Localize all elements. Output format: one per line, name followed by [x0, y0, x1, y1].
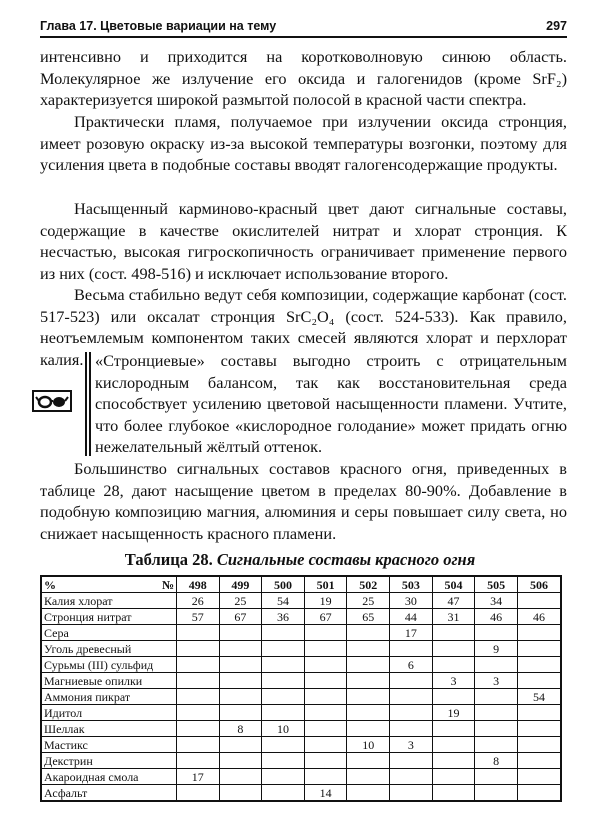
table-cell: [432, 721, 475, 737]
table-cell: [304, 737, 347, 753]
table-header-row: [41, 576, 561, 593]
table-cell: [177, 721, 220, 737]
table-cell: 57: [177, 609, 220, 625]
table-row: [41, 673, 561, 689]
table-cell: [347, 785, 390, 802]
table-cell: 67: [219, 609, 262, 625]
glasses-icon: [32, 390, 72, 412]
table-cell: 9: [475, 641, 518, 657]
table-cell: 8: [475, 753, 518, 769]
table-cell: [304, 657, 347, 673]
table-caption: [0, 550, 600, 570]
table-cell: [432, 737, 475, 753]
table-cell: [304, 753, 347, 769]
table-cell: [304, 641, 347, 657]
ingredient-name: Идитол: [41, 705, 177, 721]
table-cell: 31: [432, 609, 475, 625]
table-cell: [475, 721, 518, 737]
page-number: 297: [546, 19, 567, 33]
ingredient-name: Стронция нитрат: [41, 609, 177, 625]
table-row: [41, 769, 561, 785]
table-cell: [219, 641, 262, 657]
table-cell: [304, 673, 347, 689]
note-bar: [89, 352, 91, 456]
table-cell: 3: [475, 673, 518, 689]
table-cell: [517, 785, 561, 802]
table-cell: 3: [390, 737, 433, 753]
table-cell: [347, 689, 390, 705]
table-cell: [517, 673, 561, 689]
table-cell: [347, 657, 390, 673]
note-text: «Стронциевые» составы выгодно строить с отрицательным кислородным балансом, так как восстановительная среда способствует усилению цветовой насыщенности пламени. Учтите, что более глубокое «кислородное голодание» может придать огню нежелательный жёлтый оттенок.: [95, 351, 567, 457]
table-cell: [219, 705, 262, 721]
table-row: [41, 641, 561, 657]
table-corner-cell: [41, 576, 177, 593]
table-cell: [390, 673, 433, 689]
table-cell: [517, 625, 561, 641]
table-cell: [432, 689, 475, 705]
column-header: 501: [304, 576, 347, 593]
table-cell: 8: [219, 721, 262, 737]
table-cell: [177, 641, 220, 657]
table-cell: [517, 705, 561, 721]
table-cell: [390, 721, 433, 737]
table-cell: [304, 625, 347, 641]
table-cell: [390, 689, 433, 705]
table-cell: [517, 737, 561, 753]
table-cell: [262, 769, 305, 785]
column-header: 500: [262, 576, 305, 593]
ingredient-name: Сурьмы (III) сульфид: [41, 657, 177, 673]
table-cell: [432, 769, 475, 785]
table-cell: 54: [517, 689, 561, 705]
table-cell: [262, 673, 305, 689]
table-cell: 44: [390, 609, 433, 625]
chapter-title: Глава 17. Цветовые вариации на тему: [40, 19, 277, 33]
table-cell: [177, 689, 220, 705]
table-cell: [475, 625, 518, 641]
ingredient-name: Сера: [41, 625, 177, 641]
table-cell: [219, 657, 262, 673]
ingredient-name: Акароидная смола: [41, 769, 177, 785]
table-cell: [432, 753, 475, 769]
column-header: 504: [432, 576, 475, 593]
table-cell: [177, 705, 220, 721]
ingredient-name: Магниевые опилки: [41, 673, 177, 689]
table-cell: [390, 641, 433, 657]
table-cell: [347, 769, 390, 785]
table-cell: 17: [390, 625, 433, 641]
table-cell: 25: [347, 593, 390, 609]
table-cell: [262, 785, 305, 802]
table-cell: [347, 673, 390, 689]
table-cell: 54: [262, 593, 305, 609]
table-row: [41, 593, 561, 609]
table-cell: [347, 753, 390, 769]
table-cell: [517, 641, 561, 657]
table-cell: 19: [432, 705, 475, 721]
column-header: 498: [177, 576, 220, 593]
running-header: [40, 16, 567, 38]
table-cell: [517, 753, 561, 769]
percent-label: %: [44, 577, 56, 592]
ingredient-name: Уголь древесный: [41, 641, 177, 657]
table-cell: [517, 721, 561, 737]
table-cell: [219, 673, 262, 689]
table-cell: [304, 705, 347, 721]
table-cell: [475, 737, 518, 753]
table-cell: [177, 753, 220, 769]
table-cell: [219, 753, 262, 769]
table-cell: [390, 785, 433, 802]
column-header: 506: [517, 576, 561, 593]
table-cell: [347, 625, 390, 641]
table-row: [41, 625, 561, 641]
table-row: [41, 785, 561, 802]
table-cell: 26: [177, 593, 220, 609]
table-cell: [262, 753, 305, 769]
table-cell: [177, 785, 220, 802]
table-cell: [432, 785, 475, 802]
note-bar: [85, 352, 87, 456]
table-row: [41, 753, 561, 769]
table-cell: 19: [304, 593, 347, 609]
table-cell: [177, 673, 220, 689]
table-cell: 36: [262, 609, 305, 625]
table-cell: [262, 625, 305, 641]
table-cell: 46: [475, 609, 518, 625]
table-cell: [262, 641, 305, 657]
ingredient-name: Аммония пикрат: [41, 689, 177, 705]
table-cell: 65: [347, 609, 390, 625]
table-cell: 25: [219, 593, 262, 609]
table-cell: [475, 705, 518, 721]
table-cell: [219, 769, 262, 785]
table-cell: [304, 769, 347, 785]
column-header: 499: [219, 576, 262, 593]
table-cell: 3: [432, 673, 475, 689]
table-body: [41, 593, 561, 802]
table-cell: [347, 641, 390, 657]
ingredient-name: Шеллак: [41, 721, 177, 737]
paragraph-3: Насыщенный карминово-красный цвет дают сигнальные составы, содержащие в качестве окислителей нитрат и хлорат стронция. К несчастью, высокая гигроскопичность ограничивает применение первого из них (сост. 498-516) и исключает использование второго.: [40, 199, 567, 283]
table-caption-number: Таблица 28.: [124, 550, 213, 569]
paragraph-2: Практически пламя, получаемое при излучении оксида стронция, имеет розовую окраску из-за высокой температуры возгонки, поэтому для усиления цвета в подобные составы вводят галогенсодержащие продукты.: [40, 112, 567, 175]
table-cell: [219, 689, 262, 705]
table-cell: 17: [177, 769, 220, 785]
table-cell: [347, 721, 390, 737]
table-cell: 10: [262, 721, 305, 737]
table-cell: [390, 753, 433, 769]
table-cell: [262, 689, 305, 705]
table-cell: [432, 657, 475, 673]
table-cell: [432, 641, 475, 657]
table-cell: [262, 737, 305, 753]
ingredient-name: Калия хлорат: [41, 593, 177, 609]
table-row: [41, 721, 561, 737]
table-cell: [304, 721, 347, 737]
table-row: [41, 705, 561, 721]
table-row: [41, 737, 561, 753]
table-row: [41, 657, 561, 673]
column-header: 505: [475, 576, 518, 593]
table-cell: 67: [304, 609, 347, 625]
ingredient-name: Мастикс: [41, 737, 177, 753]
table-cell: [177, 657, 220, 673]
table-cell: [219, 785, 262, 802]
table-cell: 47: [432, 593, 475, 609]
table-cell: [390, 705, 433, 721]
ingredient-name: Асфальт: [41, 785, 177, 802]
table-cell: [347, 705, 390, 721]
table-cell: 14: [304, 785, 347, 802]
table-cell: [262, 657, 305, 673]
table-cell: [177, 625, 220, 641]
table-cell: [475, 657, 518, 673]
table-cell: [517, 657, 561, 673]
table-cell: [219, 625, 262, 641]
column-header: 502: [347, 576, 390, 593]
table-cell: [304, 689, 347, 705]
table-cell: [475, 785, 518, 802]
paragraph-4: Весьма стабильно ведут себя композиции, содержащие карбонат (сост. 517-523) или оксалат стронция SrC₂O₄ (сост. 524-533). Как правило, неотъемлемым компонентом таких смесей являются хлорат и перхлорат калия.: [40, 285, 567, 369]
table-cell: [177, 737, 220, 753]
table-cell: [517, 593, 561, 609]
table-cell: [390, 769, 433, 785]
table-cell: 10: [347, 737, 390, 753]
table-cell: [475, 769, 518, 785]
paragraph-1: интенсивно и приходится на коротковолновую синюю область. Молекулярное же излучение его оксида и галогенидов (кроме SrF₂) характеризуется широкой размытой полосой в красной части спектра.: [40, 47, 567, 110]
table-cell: 34: [475, 593, 518, 609]
table-cell: [219, 737, 262, 753]
table-cell: 6: [390, 657, 433, 673]
composition-table: [40, 575, 562, 802]
table-row: [41, 689, 561, 705]
table-cell: 46: [517, 609, 561, 625]
table-cell: [432, 625, 475, 641]
column-header: 503: [390, 576, 433, 593]
ingredient-name: Декстрин: [41, 753, 177, 769]
table-caption-title: Сигнальные составы красного огня: [216, 550, 476, 569]
table-cell: [517, 769, 561, 785]
table-cell: [262, 705, 305, 721]
number-label: №: [161, 577, 174, 592]
table-cell: 30: [390, 593, 433, 609]
table-cell: [475, 689, 518, 705]
table-row: [41, 609, 561, 625]
paragraph-5: Большинство сигнальных составов красного огня, приведенных в таблице 28, дают насыщение цветом в пределах 80-90%. Добавление в подобную композицию магния, алюминия и серы повышает силу света, но снижает насыщенность красного пламени.: [40, 459, 567, 543]
